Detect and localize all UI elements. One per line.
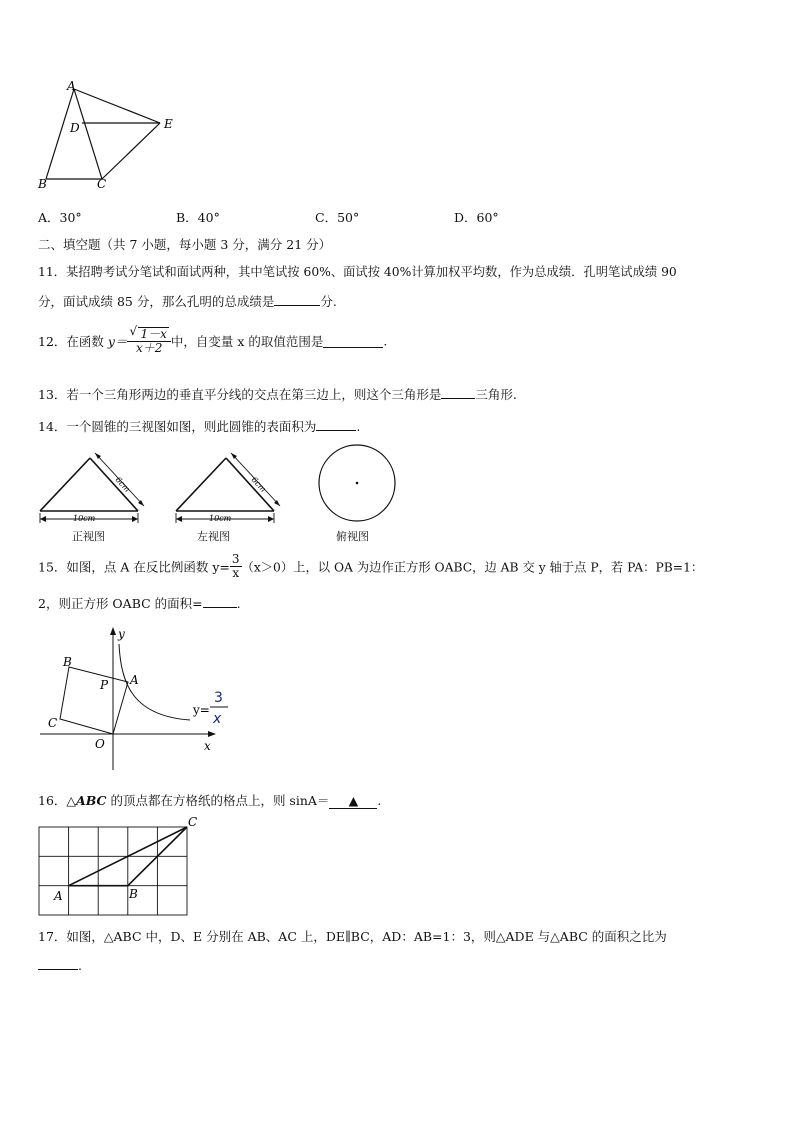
q16-label-C: C xyxy=(188,815,198,829)
q14-center-dot xyxy=(356,482,359,485)
q16-text-pre: 16． xyxy=(38,793,67,808)
q12-text-pre: 12．在函数 xyxy=(38,334,104,349)
q14-text: 14．一个圆锥的三视图如图，则此圆锥的表面积为 xyxy=(38,419,317,434)
q12-sqrt: √ 1－x xyxy=(129,324,167,341)
q10-label-D: D xyxy=(70,121,80,135)
q12-fraction xyxy=(127,324,170,355)
q17-end: . xyxy=(78,958,82,973)
q17-line2 xyxy=(38,957,82,973)
q11-answer-blank xyxy=(274,293,320,306)
q17-answer-blank xyxy=(38,957,78,970)
q15-text-pre: 15．如图，点 A 在反比例函数 y= xyxy=(38,559,230,575)
q15-answer-blank xyxy=(203,595,237,608)
q15-line2 xyxy=(38,594,241,612)
q16-triangle: △ABC xyxy=(66,793,107,808)
q14-side-view xyxy=(171,445,286,530)
q15-label-P: P xyxy=(100,678,109,692)
q14-answer-blank xyxy=(316,418,356,431)
q16-line xyxy=(38,791,381,809)
q13-end: 三角形. xyxy=(475,387,517,402)
q14-line xyxy=(38,417,360,435)
q13-text: 13．若一个三角形两边的垂直平分线的交点在第三边上，则这个三角形是 xyxy=(38,387,442,402)
q15-frac-den: x xyxy=(232,566,240,580)
q12-answer-blank xyxy=(323,335,383,348)
q12-end: . xyxy=(383,333,388,349)
q14-front-base-label: 10cm xyxy=(73,514,96,523)
q11-line2-text: 分，面试成绩 85 分，那么孔明的总成绩是 xyxy=(38,294,275,309)
q10-figure xyxy=(30,80,190,195)
q15-frac-num: 3 xyxy=(231,552,240,566)
q15-line2-text: 2，则正方形 OABC 的面积= xyxy=(38,596,203,611)
q12-text-post: 中，自变量 x 的取值范围是 xyxy=(170,334,324,349)
q15-y-arrow xyxy=(110,627,116,635)
q14-front-slant-label: 6cm xyxy=(113,475,132,494)
q14-caption-front: 正视图 xyxy=(72,530,105,543)
q14-side-slant-label: 6cm xyxy=(249,475,268,494)
q15-line1 xyxy=(38,553,703,580)
q12-y-eq: y＝ xyxy=(107,334,128,349)
q15-fraction xyxy=(230,553,242,580)
q14-caption-top: 俯视图 xyxy=(336,530,369,543)
q15-label-B: B xyxy=(63,655,72,669)
q15-func-den: x xyxy=(213,711,222,727)
q14-front-view xyxy=(35,445,150,530)
q16-label-B: B xyxy=(129,887,138,901)
q10-option-c: C．50° xyxy=(315,210,360,225)
q11-line2 xyxy=(38,292,337,310)
q16-answer-mark: ▲ xyxy=(329,793,377,809)
q15-line2-end: . xyxy=(236,596,241,611)
q10-option-a: A．30° xyxy=(38,210,82,225)
q15-label-A: A xyxy=(130,673,139,687)
q13-line xyxy=(38,385,517,403)
q15-label-C: C xyxy=(48,716,58,730)
q12-denominator: x＋2 xyxy=(135,341,163,355)
q10-label-A: A xyxy=(67,80,76,93)
q16-text-mid: 的顶点都在方格纸的格点上，则 sinA＝ xyxy=(106,793,330,808)
q17-line1: 17．如图，△ABC 中，D、E 分别在 AB、AC 上，DE∥BC，AD：AB=1：3，则△ADE 与△ABC 的面积之比为 xyxy=(38,929,667,944)
section2-heading: 二、填空题（共 7 小题，每小题 3 分，满分 21 分） xyxy=(38,237,332,252)
q10-label-C: C xyxy=(97,177,107,191)
q14-caption-side: 左视图 xyxy=(197,530,230,543)
q16-end: . xyxy=(377,793,382,808)
q15-func-y: y= xyxy=(193,703,210,717)
q10-label-B: B xyxy=(38,177,47,191)
q16-label-A: A xyxy=(54,889,63,903)
q10-label-E: E xyxy=(164,117,173,131)
q15-label-x: x xyxy=(204,739,211,753)
q15-graph xyxy=(38,624,238,776)
q14-top-view xyxy=(315,440,405,525)
q15-text-post: （x＞0）上，以 OA 为边作正方形 OABC，边 AB 交 y 轴于点 P，若 PA：PB=1： xyxy=(241,560,704,575)
q15-label-O: O xyxy=(95,737,105,751)
q11-line2-end: 分. xyxy=(320,294,337,309)
q10-option-d: D．60° xyxy=(454,210,499,225)
q14-side-base-label: 10cm xyxy=(209,514,232,523)
q14-end: . xyxy=(356,419,361,434)
q10-option-b: B．40° xyxy=(176,210,220,225)
q15-square xyxy=(60,667,128,734)
q16-grid-figure xyxy=(30,814,210,922)
q15-x-arrow xyxy=(208,731,216,737)
q15-label-y: y xyxy=(118,627,125,641)
q15-func-num: 3 xyxy=(214,690,223,706)
q12-numerator: 1－x xyxy=(140,327,167,341)
q11-line1: 11．某招聘考试分笔试和面试两种，其中笔试按 60%、面试按 40%计算加权平均数，作为总成绩．孔明笔试成绩 90 xyxy=(38,265,677,279)
q12-line xyxy=(38,324,388,355)
q13-answer-blank xyxy=(441,386,475,399)
